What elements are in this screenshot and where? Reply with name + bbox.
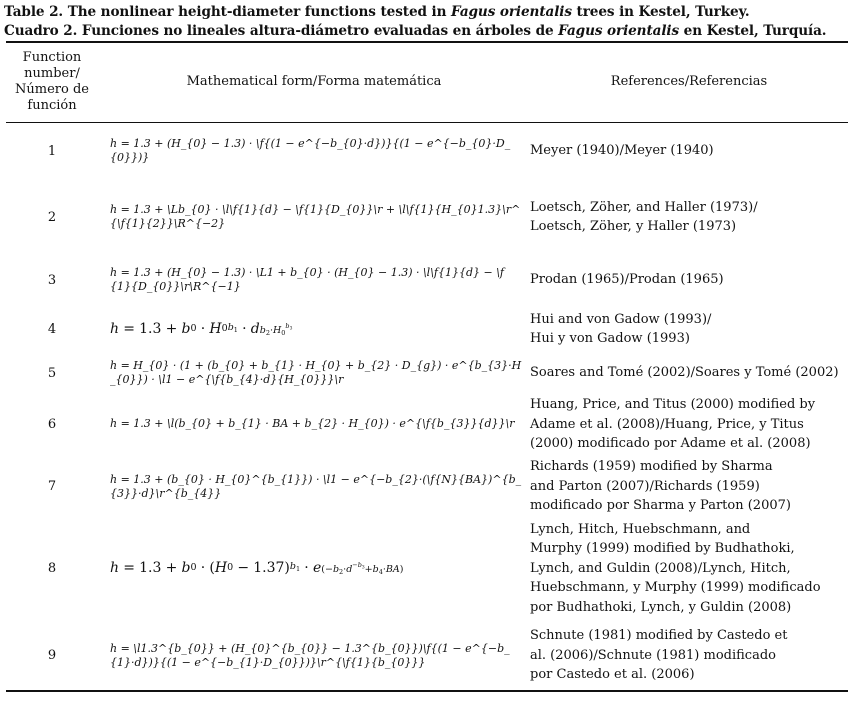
function-number: 5 — [47, 365, 57, 381]
function-number: 3 — [47, 272, 57, 288]
formula: h = 1.3 + (H_{0} − 1.3) · \L1 + b_{0} · (H_{0} − 1.3) · \l\f{1}{d} − \f{1}{D_{0}}\r\R^{−1} — [110, 266, 504, 293]
formula: h = 1.3 + (H_{0} − 1.3) · \f{(1 − e^{−b_{0}·d})}{(1 − e^{−b_{0}·D_{0}})} — [110, 137, 511, 164]
table-row — [6, 395, 848, 454]
formula-cell — [98, 307, 530, 351]
header-form: Mathematical form/Forma matemática — [186, 73, 442, 89]
header-number: Function number/ Número de función — [15, 49, 89, 113]
reference: Huang, Price, and Titus (2000) modified by Adame et al. (2008)/Huang, Price, y Titus (2000) modificado por Adame et al. (2008) — [530, 397, 816, 451]
formula: h = 1.3 + \l(b_{0} + b_{1} · BA + b_{2} · H_{0}) · e^{\f{b_{3}}{d}}\r — [110, 417, 515, 431]
function-number: 2 — [47, 209, 57, 225]
formula-cell — [98, 395, 530, 454]
formula: h = 1.3 + (b_{0} · H_{0}^{b_{1}}) · \l1 − e^{−b_{2}·(\f{N}{BA})^{b_{3}}·d}\r^{b_{4}} — [110, 472, 522, 500]
caption-text: en Kestel, Turquía. — [679, 23, 827, 39]
caption-text: Cuadro 2. Funciones no lineales altura-diámetro evaluadas en árboles de — [4, 23, 559, 39]
table-caption — [4, 3, 826, 41]
formula-cell — [98, 454, 530, 520]
header-row — [6, 42, 848, 121]
formula-cell — [98, 181, 530, 253]
reference: Schnute (1981) modified by Castedo et al. (2006)/Schnute (1981) modificado por Castedo et al. (2006) — [530, 628, 788, 683]
reference: Hui and von Gadow (1993)/ Hui y von Gadow (1993) — [530, 311, 712, 346]
formula: h = \l1.3^{b_{0}} + (H_{0}^{b_{0}} − 1.3^{b_{0}})\f{(1 − e^{−b_{1}·d})}{(1 − e^{−b_{1}·D_{0}})}\r^{\f{1}{b_{0}}} — [110, 641, 510, 669]
reference: Soares and Tomé (2002)/Soares y Tomé (2002) — [530, 365, 839, 381]
table-row — [6, 617, 848, 694]
formula: h = 1.3 + b 0 · ( H 0 − 1.37) $b_1$ · e $(-b_2\cdot d^{-b_3}+b_4\cdot BA)$ — [110, 560, 404, 577]
reference: Meyer (1940)/Meyer (1940) — [530, 143, 714, 159]
function-number: 8 — [47, 560, 57, 576]
reference: Loetsch, Zöher, and Haller (1973)/ Loetsch, Zöher, y Haller (1973) — [530, 199, 758, 234]
caption-text: trees in Kestel, Turkey. — [571, 4, 750, 20]
table-row — [6, 307, 848, 351]
functions-table — [6, 42, 848, 694]
reference: Prodan (1965)/Prodan (1965) — [530, 272, 724, 288]
table-row — [6, 454, 848, 520]
caption-text: Table 2. The nonlinear height-diameter functions tested in — [4, 4, 452, 20]
caption-english — [4, 3, 826, 22]
function-number: 1 — [47, 143, 57, 159]
table-row — [6, 520, 848, 618]
table-row — [6, 351, 848, 395]
table-row — [6, 181, 848, 253]
caption-species: Fagus orientalis — [451, 4, 572, 20]
table-row — [6, 253, 848, 307]
table-row — [6, 121, 848, 181]
caption-species: Fagus orientalis — [558, 23, 680, 39]
function-number: 4 — [47, 321, 57, 337]
formula-cell — [98, 121, 530, 181]
function-number: 9 — [47, 648, 57, 663]
function-number: 6 — [47, 416, 57, 432]
reference: Lynch, Hitch, Huebschmann, and Murphy (1999) modified by Budhathoki, Lynch, and Guldin (2008)/Lynch, Hitch, Huebschmann, y Murphy (1999) modificado por Budhathoki, Lynch, y Guldin (2008) — [530, 521, 821, 615]
formula-cell — [98, 351, 530, 395]
formula-cell — [98, 617, 530, 694]
formula-cell — [98, 520, 530, 618]
header-refs: References/Referencias — [610, 73, 768, 89]
function-number: 7 — [47, 479, 57, 494]
formula-cell — [98, 253, 530, 307]
caption-spanish — [4, 22, 826, 41]
formula: h = H_{0} · (1 + (b_{0} + b_{1} · H_{0} + b_{2} · D_{g}) · e^{b_{3}·H_{0}}) · \l1 − e^{\f{b_{4}·d}{H_{0}}}\r — [110, 359, 522, 386]
formula: h = 1.3 + \Lb_{0} · \l\f{1}{d} − \f{1}{D_{0}}\r + \l\f{1}{H_{0}1.3}\r^{\f{1}{2}}\R^{−2} — [110, 203, 521, 230]
formula: h = 1.3 + b 0 · H 0 $b_1$ · d $b_2\cdot H_0^{b_3}$ — [110, 321, 293, 337]
reference: Richards (1959) modified by Sharma and Parton (2007)/Richards (1959) modificado por Sharma y Parton (2007) — [530, 459, 791, 514]
